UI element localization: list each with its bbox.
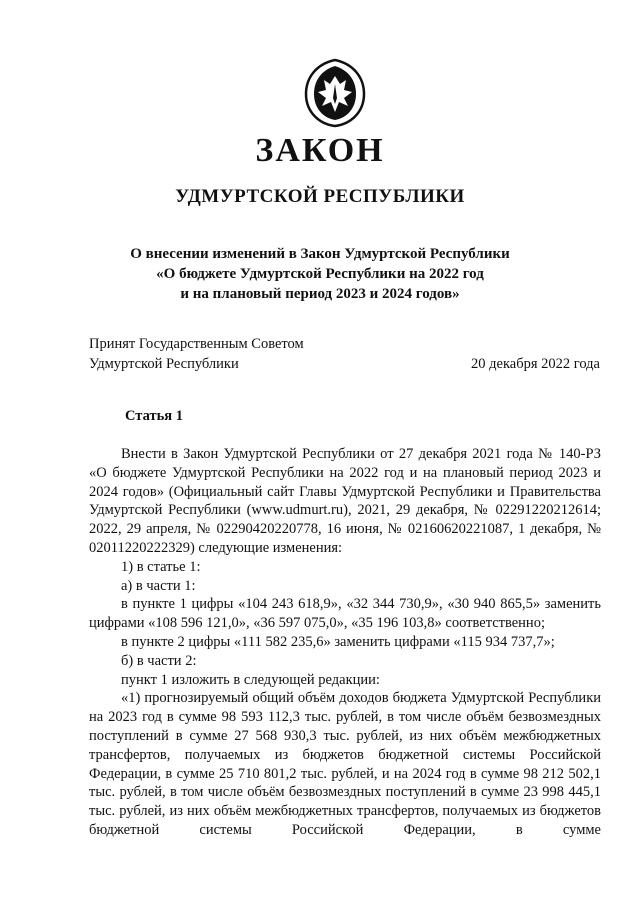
- heading-line: О внесении изменений в Закон Удмуртской Республики: [130, 246, 510, 262]
- law-subtitle: УДМУРТСКОЙ РЕСПУБЛИКИ: [175, 186, 465, 207]
- paragraph: в пункте 2 цифры «111 582 235,6» заменить цифрами «115 934 737,7»;: [121, 633, 555, 650]
- adopted-by: [89, 334, 304, 374]
- paragraph: а) в части 1:: [121, 577, 196, 594]
- law-heading: [0, 244, 640, 304]
- article-heading: Статья 1: [125, 408, 183, 424]
- heading-line: «О бюджете Удмуртской Республики на 2022 год: [156, 266, 484, 282]
- paragraph: Внести в Закон Удмуртской Республики от 27 декабря 2021 года № 140-РЗ «О бюджете Удмуртской Республики на 2022 год и на плановый период 2023 и 2024 годов» (Официальный сайт Главы Удмуртской Республики и Правительства Удмуртской Республики (www.udmurt.ru), 2021, 29 декабря, № 02291220212614; 2022, 29 апреля, № 02290420220778, 16 июня, № 02160620221087, 1 декабря, № 02011220222329) следующие изменения:: [89, 446, 601, 556]
- paragraph: б) в части 2:: [121, 652, 197, 669]
- heading-line: и на плановый период 2023 и 2024 годов»: [180, 286, 460, 302]
- paragraph: в пункте 1 цифры «104 243 618,9», «32 344 730,9», «30 940 865,5» заменить цифрами «108 596 121,0», «36 597 075,0», «35 196 103,8» соответственно;: [89, 596, 601, 632]
- law-title: ЗАКОН: [255, 132, 385, 169]
- paragraph: 1) в статье 1:: [121, 558, 201, 575]
- udmurt-emblem-icon: [302, 58, 368, 128]
- paragraph: «1) прогнозируемый общий объём доходов бюджета Удмуртской Республики на 2023 год в сумме 98 593 112,3 тыс. рублей, в том числе объём безвозмездных поступлений в сумме 27 568 930,3 тыс. рублей, из них объём межбюджетных трансфертов, получаемых из бюджетов бюджетной системы Российской Федерации, в сумме 25 710 801,2 тыс. рублей, и на 2024 год в сумме 98 212 502,1 тыс. рублей, в том числе объём безвозмездных поступлений в сумме 23 998 445,1 тыс. рублей, из них объём межбюджетных трансфертов, получаемых из бюджетов бюджетной системы Российской Федерации, в сумме: [89, 690, 601, 838]
- paragraph: пункт 1 изложить в следующей редакции:: [121, 671, 380, 688]
- adoption-date: 20 декабря 2022 года: [471, 356, 600, 372]
- article-body: [89, 445, 601, 840]
- adopted-line: Удмуртской Республики: [89, 356, 239, 372]
- adopted-line: Принят Государственным Советом: [89, 336, 304, 352]
